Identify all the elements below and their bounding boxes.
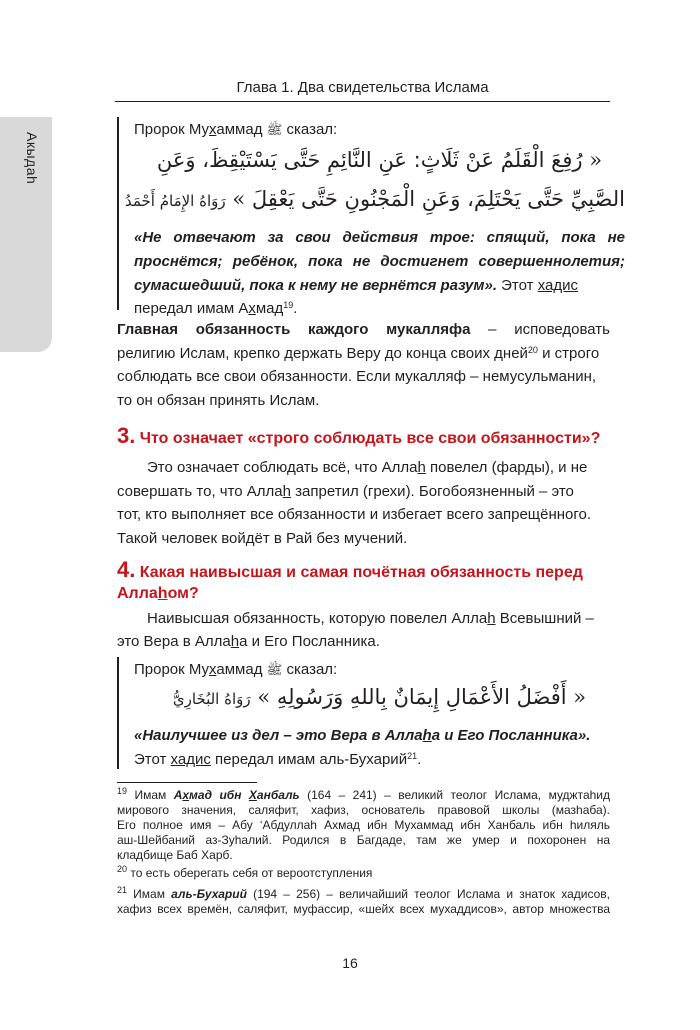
ornament-close: » (232, 187, 246, 211)
footnote-line: $^{21}$ Имам аль-Бухарий (194 – 256) – величайший теолог Ислама и знаток хадисов, (117, 885, 610, 901)
translation-line: проснётся; ребёнок, пока не достигнет совершеннолетия; (134, 253, 625, 270)
page-number: 16 (342, 955, 358, 971)
answer-3 (117, 459, 610, 559)
paragraph-line: Главная обязанность каждого мукалляфа – исповедовать (117, 321, 610, 338)
hadith-quote-1 (117, 117, 625, 317)
arabic-source: رَوَاهُ البُخَارِيُّ (172, 690, 251, 708)
footnote-line: $^{19}$ Имам Ахмад ибн Ханбаль (164 – 241) – великий теолог Ислама, муджтаhид (117, 786, 610, 802)
paragraph-line: Такой человек войдёт в Рай без мучений. (117, 530, 408, 547)
translation-line: сумасшедший, пока к нему не вернётся разум». Этот хадис (134, 277, 578, 294)
question-heading-4: 4. Какая наивысшая и самая почётная обязанность перед Аллаhом? (117, 557, 583, 602)
paragraph-line: Наивысшая обязанность, которую повелел Аллаh Всевышний – (147, 610, 594, 627)
footnote-line: кладбище Баб Харб. (117, 848, 233, 862)
salawat-honorific: ﷺ (266, 662, 283, 677)
translation-line: передал имам Ахмад$^{19}$. (134, 300, 298, 317)
footnote-ref: 19 (283, 300, 294, 310)
footnote-line: мирового значения, саляфит, хафиз, основатель правовой школы (мазhаба). (117, 803, 610, 817)
ornament-close: » (257, 685, 271, 709)
arabic-hadith-line: « أَفْضَلُ الأَعْمَالِ إِيمَانٌ بِاللهِ وَرَسُولِهِ » رَوَاهُ البُخَارِيُّ (172, 685, 587, 709)
quote-intro: Пророк Мухаммад ﷺ сказал: (134, 121, 338, 138)
footnote-number: 21 (117, 885, 128, 895)
quote-intro: Пророк Мухаммад ﷺ сказал: (134, 661, 338, 678)
ornament-open: « (589, 148, 603, 172)
hadith-quote-2 (117, 657, 625, 769)
footnote-line: аш-Шейбаний аз-Зуhалий. Родился в Багдаде, там же умер и похоронен на (117, 833, 610, 847)
ornament-open: « (573, 685, 587, 709)
paragraph-line: тот, кто выполняет все обязанности и избегает всего запрещённого. (117, 506, 592, 523)
footnote-21 (117, 887, 610, 919)
footnote-number: 20 (117, 864, 128, 874)
answer-4 (117, 610, 610, 658)
paragraph-main-duty (117, 321, 610, 421)
paragraph-line: Это означает соблюдать всё, что Аллаh повелел (фарды), и не (147, 459, 588, 476)
footnote-line: Его полное имя – Абу ‘Абдуллаh Ахмад ибн Мухаммад ибн Ханбаль ибн hиляль (117, 818, 610, 832)
translation-line: Этот хадис передал имам аль-Бухарий$^{21}$. (134, 751, 422, 768)
arabic-hadith-line-1: « رُفِعَ الْقَلَمُ عَنْ ثَلَاثٍ: عَنِ النَّائِمِ حَتَّى يَسْتَيْقِظَ، وَعَنِ (156, 148, 603, 172)
arabic-hadith-line-2: الصَّبِيِّ حَتَّى يَحْتَلِمَ، وَعَنِ الْمَجْنُونِ حَتَّى يَعْقِلَ » رَوَاهُ الإِمَامُ أَحْمَدُ (124, 187, 625, 211)
footnote-number: 19 (117, 786, 128, 796)
footnote-ref: 21 (407, 751, 418, 761)
footnote-ref: 20 (527, 345, 538, 355)
running-header: Глава 1. Два свидетельства Ислама (236, 79, 489, 96)
question-heading-3: 3. Что означает «строго соблюдать все свои обязанности»? (117, 423, 601, 448)
footnote-rule (117, 782, 257, 783)
footnote-20 (117, 866, 610, 882)
footnote-19 (117, 788, 610, 868)
side-tab-label: Акыдаh (24, 132, 40, 185)
paragraph-line: то он обязан принять Ислам. (117, 392, 320, 409)
header-rule (115, 101, 610, 102)
translation-line: «Не отвечают за свои действия трое: спящий, пока не (134, 229, 625, 246)
paragraph-line: религию Ислам, крепко держать Веру до конца своих дней$^{20}$ и строго (117, 345, 600, 362)
translation-line: «Наилучшее из дел – это Вера в Аллаhа и Его Посланника». (134, 727, 591, 744)
footnote-line: $^{20}$ то есть оберегать себя от вероотступления (117, 864, 373, 880)
salawat-honorific: ﷺ (266, 122, 283, 137)
arabic-source: رَوَاهُ الإِمَامُ أَحْمَدُ (124, 192, 226, 210)
paragraph-line: соблюдать все свои обязанности. Если мукалляф – немусульманин, (117, 368, 597, 385)
footnote-line: хафиз всех времён, саляфит, муфассир, «шейх всех мухаддисов», автор множества (117, 902, 610, 916)
paragraph-line: совершать то, что Аллаh запретил (грехи). Богобоязненный – это (117, 483, 574, 500)
paragraph-line: это Вера в Аллаhа и Его Посланника. (117, 633, 380, 650)
